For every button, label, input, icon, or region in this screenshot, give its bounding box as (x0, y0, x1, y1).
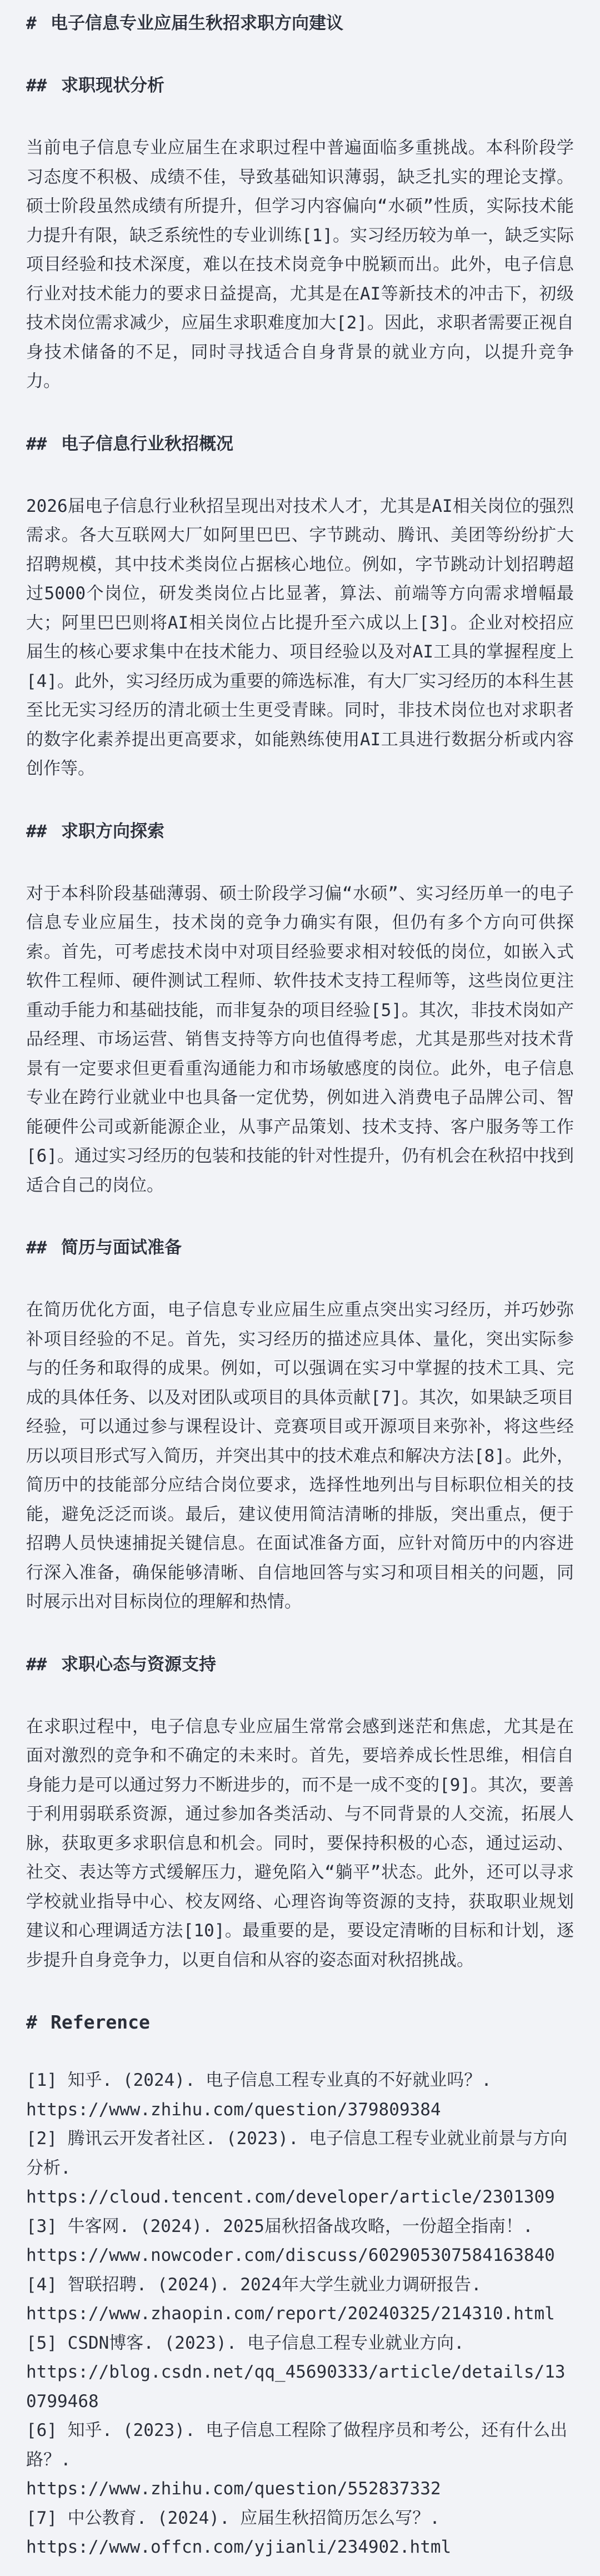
reference-item (26, 2329, 574, 2416)
reference-citation: [2] 腾讯云开发者社区. (2023). 电子信息工程专业就业前景与方向分析. (26, 2129, 568, 2178)
reference-url[interactable]: https://cloud.tencent.com/developer/article/2301309 (26, 2187, 555, 2207)
section-paragraph-industry: 2026届电子信息行业秋招呈现出对技术人才，尤其是AI相关岗位的强烈需求。各大互联网大厂如阿里巴巴、字节跳动、腾讯、美团等纷纷扩大招聘规模，其中技术类岗位占据核心地位。例如，字节跳动计划招聘超过5000个岗位，研发类岗位占比显著，算法、前端等方向需求增幅最大；阿里巴巴则将AI相关岗位占比提升至六成以上[3]。企业对校招应届生的核心要求集中在技术能力、项目经验以及对AI工具的掌握程度上[4]。此外，实习经历成为重要的筛选标准，有大厂实习经历的本科生甚至比无实习经历的清北硕士生更受青睐。同时，非技术岗位也对求职者的数字化素养提出更高要求，如能熟练使用AI工具进行数据分析或内容创作等。 (26, 496, 574, 779)
section-paragraph-direction: 对于本科阶段基础薄弱、硕士阶段学习偏“水硕”、实习经历单一的电子信息专业应届生，技术岗的竞争力确实有限，但仍有多个方向可供探索。首先，可考虑技术岗中对项目经验要求相对较低的岗位，如嵌入式软件工程师、硬件测试工程师、软件技术支持工程师等，这些岗位更注重动手能力和基础技能，而非复杂的项目经验[5]。其次，非技术岗如产品经理、市场运营、销售支持等方向也值得考虑，尤其是那些对技术背景有一定要求但更看重沟通能力和市场敏感度的岗位。此外，电子信息专业在跨行业就业中也具备一定优势，例如进入消费电子品牌公司、智能硬件公司或新能源企业，从事产品策划、技术支持、客户服务等工作[6]。通过实习经历的包装和技能的针对性提升，仍有机会在秋招中找到适合自己的岗位。 (26, 883, 574, 1195)
reference-citation: [5] CSDN博客. (2023). 电子信息工程专业就业方向. (26, 2333, 464, 2353)
heading-marker: ## (26, 1238, 47, 1258)
reference-url[interactable]: https://www.zhaopin.com/report/20240325/214310.html (26, 2304, 555, 2324)
reference-heading (26, 2008, 574, 2037)
reference-item (26, 2124, 574, 2212)
reference-item (26, 2066, 574, 2124)
heading-marker: ## (26, 434, 47, 454)
section-heading-text: 求职心态与资源支持 (61, 1654, 216, 1675)
section-paragraph-mindset: 在求职过程中，电子信息专业应届生常常会感到迷茫和焦虑，尤其是在面对激烈的竞争和不确定的未来时。首先，要培养成长性思维，相信自身能力是可以通过努力不断进步的，而不是一成不变的[9]。其次，要善于利用弱联系资源，通过参加各类活动、与不同背景的人交流，拓展人脉，获取更多求职信息和机会。同时，要保持积极的心态，通过运动、社交、表达等方式缓解压力，避免陷入“躺平”状态。此外，还可以寻求学校就业指导中心、校友网络、心理咨询等资源的支持，获取职业规划建议和心理调适方法[10]。最重要的是，要设定清晰的目标和计划，逐步提升自身竞争力，以更自信和从容的姿态面对秋招挑战。 (26, 1716, 574, 1970)
section-heading-industry (26, 430, 574, 459)
reference-item (26, 2416, 574, 2504)
reference-citation: [1] 知乎. (2024). 电子信息工程专业真的不好就业吗？. (26, 2070, 492, 2090)
reference-list (26, 2066, 574, 2562)
reference-item (26, 2504, 574, 2562)
heading-marker: ## (26, 76, 47, 96)
section-heading-text: 电子信息行业秋招概况 (61, 434, 233, 454)
reference-heading-text: Reference (51, 2011, 150, 2033)
section-heading-resume (26, 1233, 574, 1262)
heading-marker: # (26, 2011, 37, 2033)
reference-item (26, 2270, 574, 2329)
reference-url[interactable]: https://blog.csdn.net/qq_45690333/article/details/130799468 (26, 2362, 566, 2411)
reference-url[interactable]: https://www.zhihu.com/question/379809384 (26, 2099, 441, 2120)
heading-marker: # (26, 13, 37, 33)
reference-citation: [3] 牛客网. (2024). 2025届秋招备战攻略，一份超全指南！. (26, 2216, 533, 2236)
document-title-text: 电子信息专业应届生秋招求职方向建议 (51, 13, 343, 33)
reference-url[interactable]: https://www.offcn.com/yjianli/234902.html (26, 2537, 452, 2557)
section-heading-text: 求职现状分析 (61, 76, 164, 96)
reference-citation: [6] 知乎. (2023). 电子信息工程除了做程序员和考公，还有什么出路？. (26, 2420, 568, 2470)
section-heading-status (26, 71, 574, 100)
reference-url[interactable]: https://www.nowcoder.com/discuss/602905307584163840 (26, 2245, 555, 2265)
reference-citation: [7] 中公教育. (2024). 应届生秋招简历怎么写？. (26, 2508, 440, 2528)
section-heading-text: 简历与面试准备 (61, 1238, 182, 1258)
document-title (26, 9, 574, 38)
section-heading-text: 求职方向探索 (61, 821, 164, 841)
heading-marker: ## (26, 1654, 47, 1675)
reference-citation: [4] 智联招聘. (2024). 2024年大学生就业力调研报告. (26, 2274, 482, 2295)
reference-url[interactable]: https://www.zhihu.com/question/552837332 (26, 2479, 441, 2499)
section-heading-direction (26, 817, 574, 846)
reference-item (26, 2212, 574, 2270)
section-paragraph-status: 当前电子信息专业应届生在求职过程中普遍面临多重挑战。本科阶段学习态度不积极、成绩不佳，导致基础知识薄弱，缺乏扎实的理论支撑。硕士阶段虽然成绩有所提升，但学习内容偏向“水硕”性质，实际技术能力提升有限，缺乏系统性的专业训练[1]。实习经历较为单一，缺乏实际项目经验和技术深度，难以在技术岗竞争中脱颖而出。此外，电子信息行业对技术能力的要求日益提高，尤其是在AI等新技术的冲击下，初级技术岗位需求减少，应届生求职难度加大[2]。因此，求职者需要正视自身技术储备的不足，同时寻找适合自身背景的就业方向，以提升竞争力。 (26, 138, 574, 391)
section-heading-mindset (26, 1650, 574, 1679)
heading-marker: ## (26, 821, 47, 841)
section-paragraph-resume: 在简历优化方面，电子信息专业应届生应重点突出实习经历，并巧妙弥补项目经验的不足。首先，实习经历的描述应具体、量化，突出实际参与的任务和取得的成果。例如，可以强调在实习中掌握的技术工具、完成的具体任务、以及对团队或项目的具体贡献[7]。其次，如果缺乏项目经验，可以通过参与课程设计、竞赛项目或开源项目来弥补，将这些经历以项目形式写入简历，并突出其中的技术难点和解决方法[8]。此外，简历中的技能部分应结合岗位要求，选择性地列出与目标职位相关的技能，避免泛泛而谈。最后，建议使用简洁清晰的排版，突出重点，便于招聘人员快速捕捉关键信息。在面试准备方面，应针对简历中的内容进行深入准备，确保能够清晰、自信地回答与实习和项目相关的问题，同时展示出对目标岗位的理解和热情。 (26, 1300, 574, 1612)
